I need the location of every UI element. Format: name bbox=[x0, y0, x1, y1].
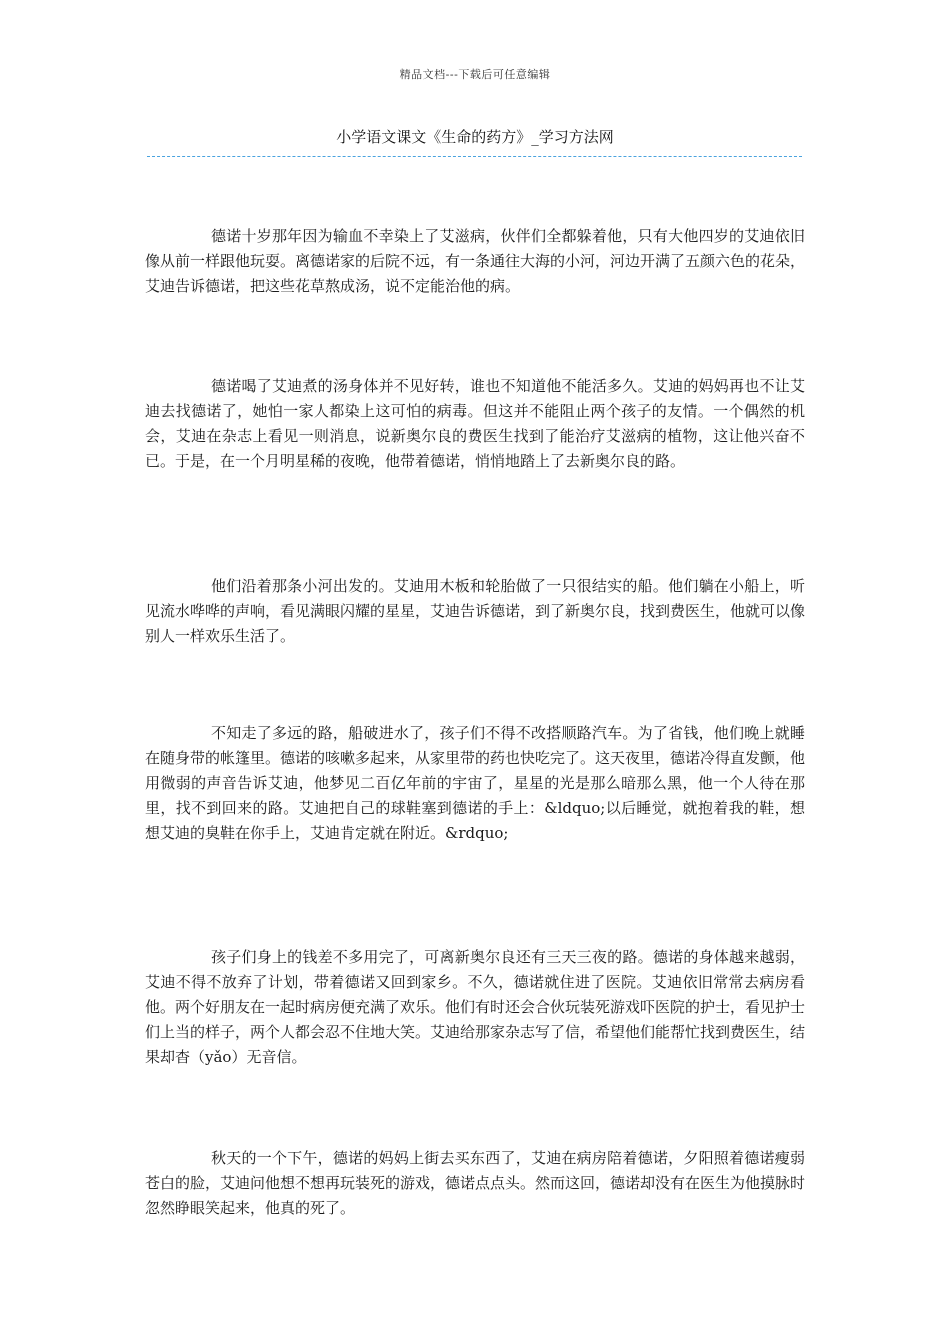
paragraph-1: 德诺十岁那年因为输血不幸染上了艾滋病，伙伴们全都躲着他，只有大他四岁的艾迪依旧像从前一样跟他玩耍。离德诺家的后院不远，有一条通往大海的小河，河边开满了五颜六色的花朵，艾迪告诉德诺，把这些花草熬成汤，说不定能治他的病。 bbox=[145, 227, 806, 295]
paragraph-5: 孩子们身上的钱差不多用完了，可离新奥尔良还有三天三夜的路。德诺的身体越来越弱，艾迪不得不放弃了计划，带着德诺又回到家乡。不久，德诺就住进了医院。艾迪依旧常常去病房看他。两个好朋友在一起时病房便充满了欢乐。他们有时还会合伙玩装死游戏吓医院的护士，看见护士们上当的样子，两个人都会忍不住地大笑。艾迪给那家杂志写了信，希望他们能帮忙找到费医生，结果却杳（yǎo）无音信。 bbox=[145, 948, 806, 1066]
paragraph-3: 他们沿着那条小河出发的。艾迪用木板和轮胎做了一只很结实的船。他们躺在小船上，听见流水哗哗的声响，看见满眼闪耀的星星，艾迪告诉德诺，到了新奥尔良，找到费医生，他就可以像别人一样欢乐生活了。 bbox=[145, 577, 806, 645]
paragraph-4: 不知走了多远的路，船破进水了，孩子们不得不改搭顺路汽车。为了省钱，他们晚上就睡在随身带的帐篷里。德诺的咳嗽多起来，从家里带的药也快吃完了。这天夜里，德诺冷得直发颤，他用微弱的声音告诉艾迪，他梦见二百亿年前的宇宙了，星星的光是那么暗那么黑，他一个人待在那里，找不到回来的路。艾迪把自己的球鞋塞到德诺的手上：&ldquo;以后睡觉，就抱着我的鞋，想想艾迪的臭鞋在你手上，艾迪肯定就在附近。&rdquo; bbox=[145, 724, 806, 842]
title-divider bbox=[147, 156, 802, 157]
page-header-note: 精品文档---下载后可任意编辑 bbox=[399, 68, 551, 81]
paragraph-2: 德诺喝了艾迪煮的汤身体并不见好转，谁也不知道他不能活多久。艾迪的妈妈再也不让艾迪去找德诺了，她怕一家人都染上这可怕的病毒。但这并不能阻止两个孩子的友情。一个偶然的机会，艾迪在杂志上看见一则消息，说新奥尔良的费医生找到了能治疗艾滋病的植物，这让他兴奋不已。于是，在一个月明星稀的夜晚，他带着德诺，悄悄地踏上了去新奥尔良的路。 bbox=[145, 377, 805, 470]
document-title: 小学语文课文《生命的药方》_学习方法网 bbox=[336, 128, 614, 146]
paragraph-6: 秋天的一个下午，德诺的妈妈上街去买东西了，艾迪在病房陪着德诺，夕阳照着德诺瘦弱苍白的脸，艾迪问他想不想再玩装死的游戏，德诺点点头。然而这回，德诺却没有在医生为他摸脉时忽然睁眼笑起来，他真的死了。 bbox=[145, 1149, 806, 1217]
